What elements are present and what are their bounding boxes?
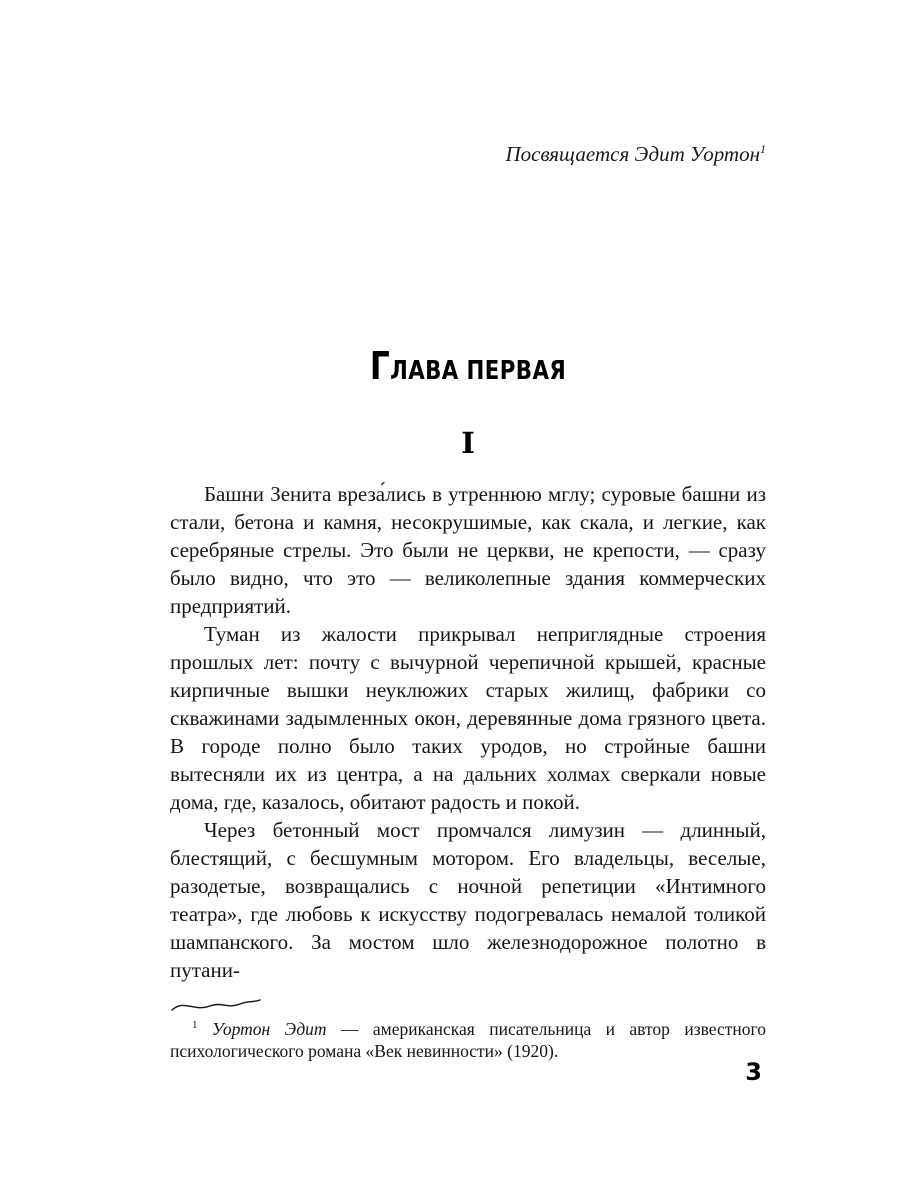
footnote-mark: 1 [192,1019,198,1032]
footnote-text: — американская писательница и автор известного психологического романа «Век невинности» (1920). [170,1019,767,1062]
chapter-heading-rest: ЛАВА ПЕРВАЯ [390,356,567,387]
paragraph-2: Туман из жалости прикрывал неприглядные строения прошлых лет: почту с вычурной черепичной крышей, красные кирпичные вышки неуклюжих старых жилищ, фабрики со скважинами задымленных окон, деревянные дома грязного цвета. В городе полно было таких уродов, но стройные башни вытесняли их из центра, а на дальних холмах сверкали новые дома, где, казалось, обитают радость и покой. [170,622,766,815]
footnote [170,1018,766,1062]
chapter-heading-initial: Г [369,344,391,389]
page-number: 3 [745,1058,762,1086]
footnote-separator-flourish [170,996,766,1016]
paragraph-1: Башни Зенита вреза́лись в утреннюю мглу; суровые башни из стали, бетона и камня, несокрушимые, как скала, и легкие, как серебряные стрелы. Это были не церкви, не крепости, — сразу было видно, что это — великолепные здания коммерческих предприятий. [170,482,766,619]
footnote-person-name: Уортон Эдит [211,1019,327,1040]
dedication-text: Посвящается Эдит Уортон [505,142,760,166]
text-column [170,0,766,1062]
flourish-line-icon [170,996,262,1016]
dedication [170,142,766,167]
chapter-heading [224,344,713,389]
section-numeral: I [461,426,475,461]
body-text [170,480,766,984]
dedication-footnote-mark: 1 [760,142,766,156]
paragraph-3: Через бетонный мост промчался лимузин — длинный, блестящий, с бесшумным мотором. Его владельцы, веселые, разодетые, возвращались с ночной репетиции «Интимного театра», где любовь к искусству подогревалась немалой толикой шампанского. За мостом шло железнодорожное полотно в путани- [170,818,766,983]
